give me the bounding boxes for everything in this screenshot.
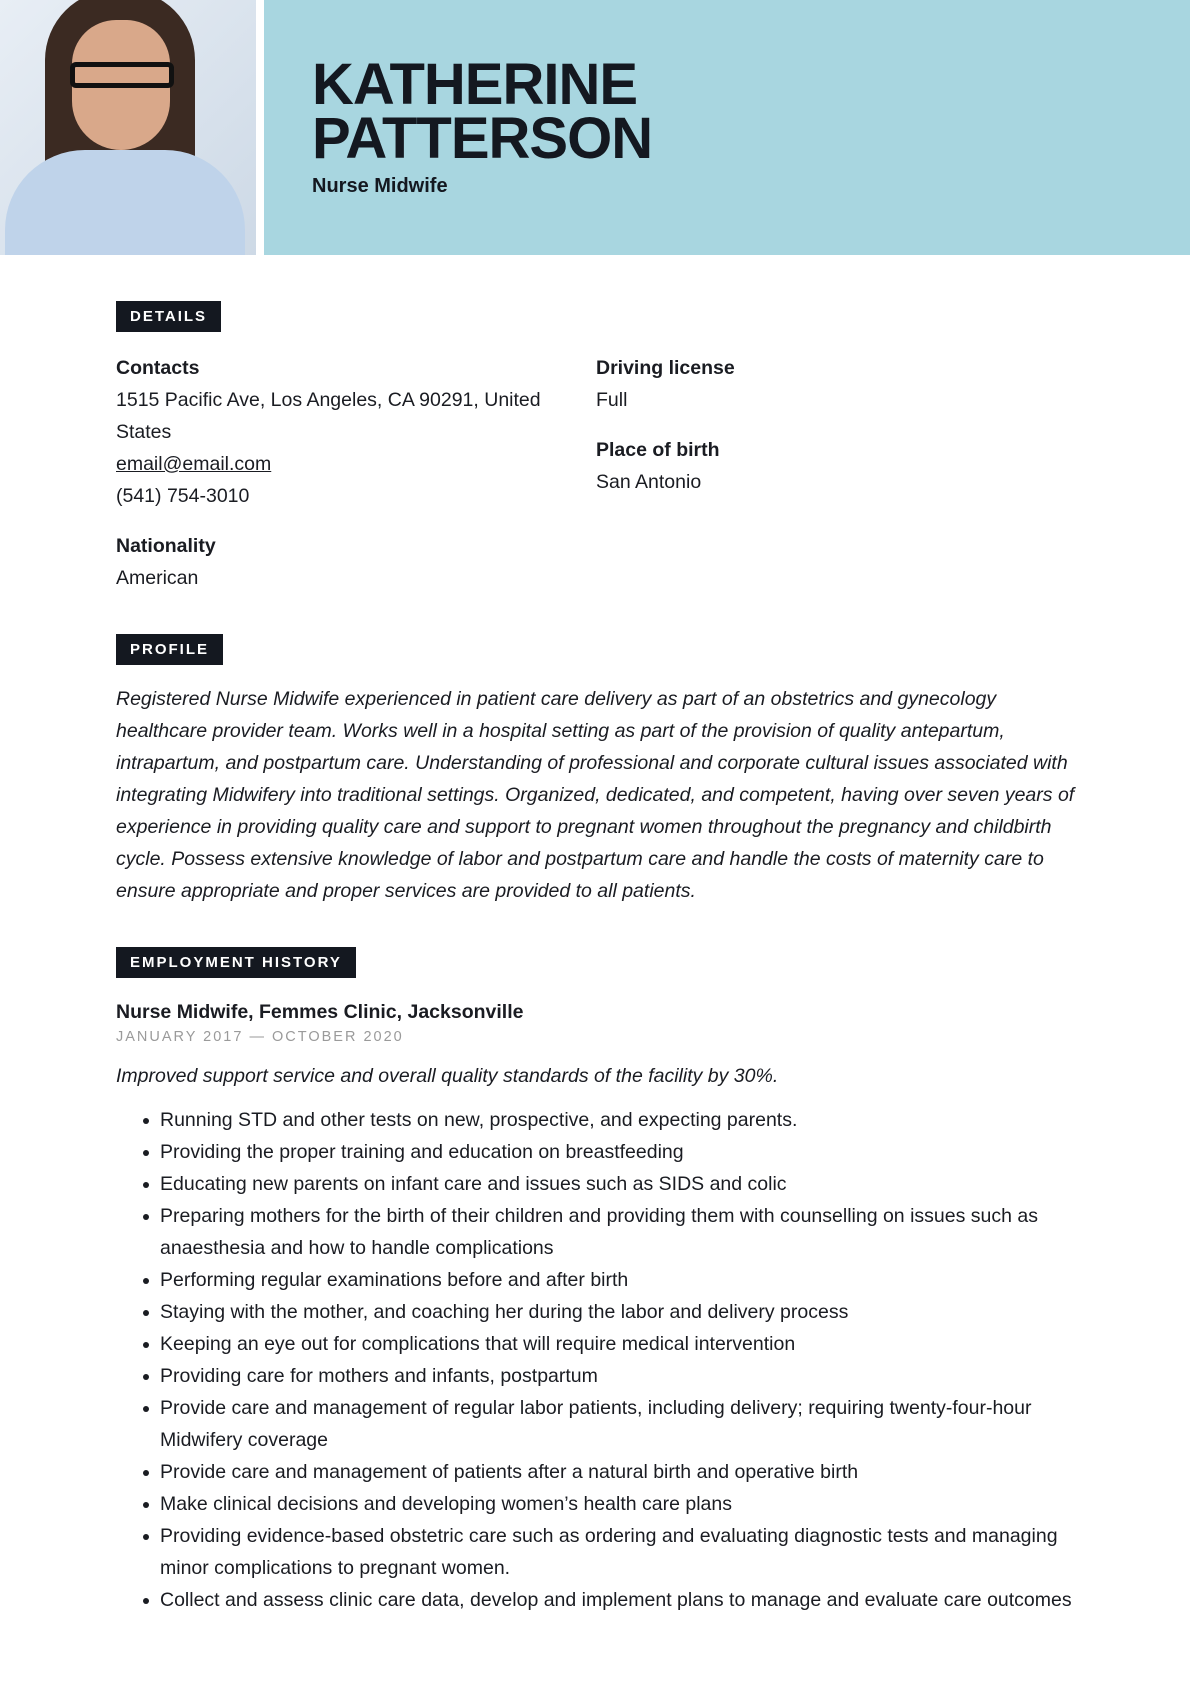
address: 1515 Pacific Ave, Los Angeles, CA 90291, United States bbox=[116, 389, 541, 443]
list-item: Providing evidence-based obstetric care such as ordering and evaluating diagnostic tests and managing minor complications to pregnant women. bbox=[116, 1520, 1076, 1584]
birth-place: San Antonio bbox=[596, 471, 702, 493]
profile-photo bbox=[0, 0, 256, 255]
birth-label: Place of birth bbox=[596, 439, 720, 461]
phone: (541) 754-3010 bbox=[116, 485, 250, 507]
profile-heading: PROFILE bbox=[116, 634, 223, 665]
resume-body bbox=[116, 301, 1076, 1616]
job-bullets bbox=[116, 1104, 1076, 1616]
nationality: American bbox=[116, 567, 199, 589]
list-item: Provide care and management of patients after a natural birth and operative birth bbox=[116, 1456, 1076, 1488]
list-item: Providing the proper training and education on breastfeeding bbox=[116, 1136, 1076, 1168]
employment-heading: EMPLOYMENT HISTORY bbox=[116, 947, 356, 978]
list-item: Preparing mothers for the birth of their children and providing them with counselling on issues such as anaesthesia and how to handle complications bbox=[116, 1200, 1076, 1264]
last-name: PATTERSON bbox=[312, 106, 653, 171]
job-title-entry: Nurse Midwife, Femmes Clinic, Jacksonville bbox=[116, 1001, 524, 1023]
job-summary: Improved support service and overall quality standards of the facility by 30%. bbox=[116, 1065, 779, 1087]
list-item: Keeping an eye out for complications that will require medical intervention bbox=[116, 1328, 1076, 1360]
license: Full bbox=[596, 389, 628, 411]
list-item: Staying with the mother, and coaching her during the labor and delivery process bbox=[116, 1296, 1076, 1328]
license-label: Driving license bbox=[596, 357, 735, 379]
profile-text: Registered Nurse Midwife experienced in patient care delivery as part of an obstetrics and gynecology healthcare provider team. Works well in a hospital setting as part of the provision of quality antepartum, intrapartum, and postpartum care. Understanding of professional and corporate cultural issues associated with integrating Midwifery into traditional settings. Organized, dedicated, and competent, having over seven years of experience in providing quality care and support to pregnant women throughout the pregnancy and childbirth cycle. Possess extensive knowledge of labor and postpartum care and handle the costs of maternity care to ensure appropriate and proper services are provided to all patients. bbox=[116, 688, 1075, 902]
list-item: Running STD and other tests on new, prospective, and expecting parents. bbox=[116, 1104, 1076, 1136]
contacts-label: Contacts bbox=[116, 357, 200, 379]
details-heading: DETAILS bbox=[116, 301, 221, 332]
list-item: Providing care for mothers and infants, postpartum bbox=[116, 1360, 1076, 1392]
list-item: Performing regular examinations before and after birth bbox=[116, 1264, 1076, 1296]
list-item: Educating new parents on infant care and issues such as SIDS and colic bbox=[116, 1168, 1076, 1200]
first-name: KATHERINE bbox=[312, 52, 638, 117]
job-dates: JANUARY 2017 — OCTOBER 2020 bbox=[116, 1029, 404, 1045]
email-link[interactable]: email@email.com bbox=[116, 453, 272, 475]
list-item: Make clinical decisions and developing women’s health care plans bbox=[116, 1488, 1076, 1520]
list-item: Collect and assess clinic care data, develop and implement plans to manage and evaluate care outcomes bbox=[116, 1584, 1076, 1616]
nationality-label: Nationality bbox=[116, 535, 216, 557]
candidate-name bbox=[312, 52, 653, 171]
job-title: Nurse Midwife bbox=[312, 175, 448, 197]
list-item: Provide care and management of regular labor patients, including delivery; requiring twenty-four-hour Midwifery coverage bbox=[116, 1392, 1076, 1456]
details-section bbox=[116, 352, 1076, 594]
